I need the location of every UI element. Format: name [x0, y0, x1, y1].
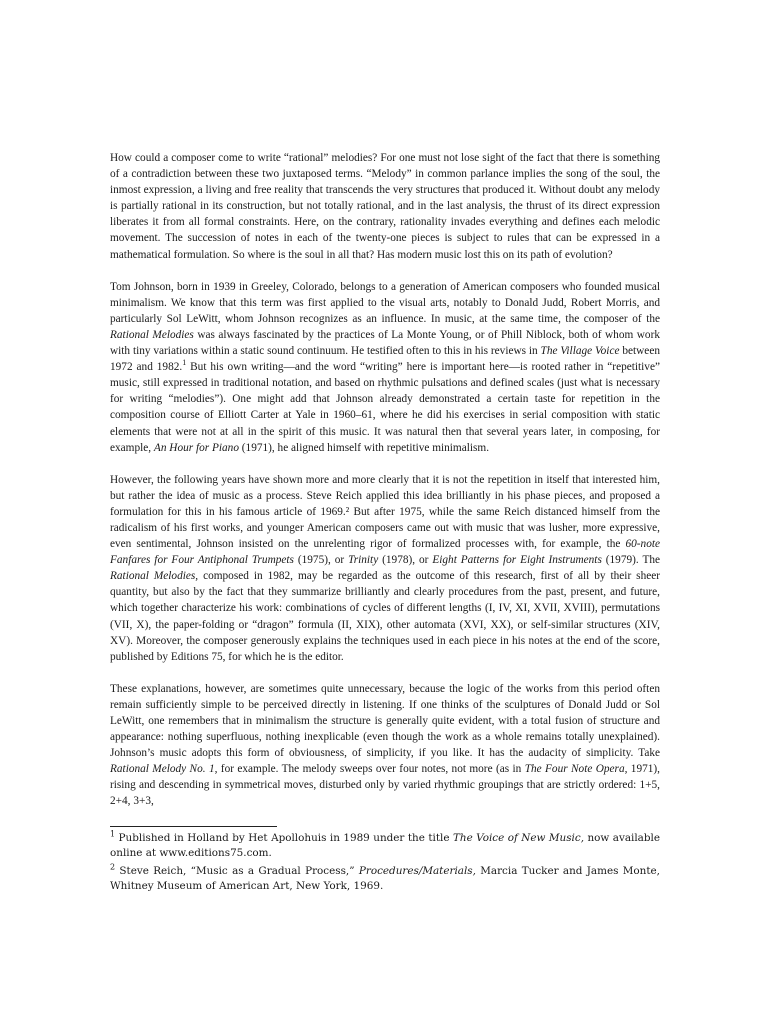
footnote-marker: 1 [110, 829, 116, 839]
text-run: Published in Holland by Het Apollohuis in 1989 under the title [115, 831, 453, 844]
text-run: How could a composer come to write “rational” melodies? For one must not lose sight of the fact that there is something of a contradiction between these two juxtaposed terms. “Melody” in common parlance implies the song of the soul, the inmost expression, a living and free reality that transcends the very structures that produced it. Without doubt any melody is partially rational in its construction, but not totally rational, and in the last analysis, the thrust of its direct expression liberates it from all formal constraints. Here, on the contrary, rationality invades everything and defines each melodic movement. The succession of notes in each of the twenty-one pieces is subject to rules that can be expressed in a mathematical formulation. So where is the soul in all that? Has modern music lost this on its path of evolution? [110, 152, 660, 261]
footnote-marker: 2 [110, 862, 116, 872]
text-run: Marcia Tucker and James Monte, Whitney Museum of American Art, New York, 1969. [110, 864, 660, 892]
italic-title: Eight Patterns for Eight Instruments [432, 554, 602, 567]
italic-title: The Village Voice [540, 345, 620, 358]
paragraph-4 [110, 681, 660, 810]
paragraph-2 [110, 279, 660, 456]
text-run: composed in 1982, may be regarded as the outcome of this research, first of all by their sheer quantity, but also by the fact that they summarize brilliantly and clearly procedures from the past, present, and future, which together characterize his work: combinations of cycles of different lengths (I, IV, XI, XVII, XVIII), permutations (VII, X), the paper-folding or “dragon” formula (II, XIX), other automata (XVI, XX), or self-similar structures (XIV, XV). Moreover, the composer generously explains the techniques used in each piece in his notes at the end of the score, published by Editions 75, for which he is the editor. [110, 570, 661, 663]
footnote-divider [110, 826, 277, 827]
italic-title: 60-note Fanfares for Four Antiphonal Trumpets [110, 538, 660, 567]
footnote-marker: 1 [182, 358, 187, 368]
text-run: However, the following years have shown more and more clearly that it is not the repetition in itself that interested him, but rather the idea of music as a process. Steve Reich applied this idea brilliantly in his phase pieces, and proposed a formulation for this in his famous article of 1969.² But after 1975, while the same Reich distanced himself from the radicalism of his first works, and younger American composers came out with music that was lusher, more expressive, even sentimental, Johnson insisted on the unrelenting rigor of formalized processes with, for example, the [110, 473, 660, 551]
text-run: (1975), or [293, 554, 349, 567]
paragraph-3 [110, 472, 660, 665]
text-run: Steve Reich, “Music as a Gradual Process,” [115, 864, 359, 877]
text-run: (1979). The [601, 554, 661, 567]
text-run: (1978), or [378, 554, 433, 567]
text-run: Tom Johnson, born in 1939 in Greeley, Colorado, belongs to a generation of American composers who founded musical minimalism. We know that this term was first applied to the visual arts, notably to Donald Judd, Robert Morris, and particularly Sol LeWitt, whom Johnson recognizes as an influence. In music, at the same time, the composer of the [110, 280, 660, 325]
document-page [110, 150, 660, 897]
italic-title: The Voice of New Music, [452, 831, 584, 844]
text-run: was always fascinated by the practices of La Monte Young, or of Phill Niblock, both of whom work with tiny variations within a static sound continuum. He testified often to this in his reviews in [110, 328, 660, 358]
italic-title: Rational Melodies [110, 328, 194, 341]
italic-title: The Four Note Opera, [524, 763, 628, 776]
italic-title: Trinity [348, 554, 379, 567]
paragraph-1 [110, 150, 660, 263]
text-run: now available online at www.editions75.com. [110, 831, 660, 859]
footnote-2 [110, 864, 660, 894]
italic-title: Rational Melodies, [110, 570, 199, 583]
italic-title: An Hour for Piano [153, 441, 239, 454]
footnote-1 [110, 831, 660, 861]
text-run: These explanations, however, are sometimes quite unnecessary, because the logic of the works from this period often remain sufficiently simple to be perceived directly in listening. If one thinks of the sculptures of Donald Judd or Sol LeWitt, one remembers that in minimalism the structure is generally quite evident, with a total fusion of structure and appearance: nothing superfluous, nothing inexplicable (even though the work as a whole remains totally unexplained). Johnson’s music adopts this form of obviousness, of simplicity, if you like. It has the audacity of simplicity. Take [110, 682, 660, 760]
text-run: But his own writing—and the word “writing” here is important here—is rooted rather in “repetitive” music, still expressed in traditional notation, and based on rhythmic pulsations and defined scales (just what is necessary for writing “melodies”). One might add that Johnson already demonstrated a certain taste for repetition in the composition course of Elliott Carter at Yale in 1960–61, where he did his exercises in serial composition with static elements that were not at all in the spirit of this music. It was natural then that several years later, in composing, for example, [110, 361, 660, 454]
text-run: for example. The melody sweeps over four notes, not more (as in [217, 763, 525, 776]
italic-title: Rational Melody No. 1, [110, 763, 218, 776]
text-run: between 1972 and 1982. [110, 345, 660, 374]
text-run: 1971), rising and descending in symmetrical moves, disturbed only by varied rhythmic groupings that are strictly ordered: 1+5, 2+4, 3+3, [110, 763, 660, 808]
text-run: (1971), he aligned himself with repetitive minimalism. [238, 441, 490, 454]
italic-title: Procedures/Materials, [358, 864, 476, 877]
